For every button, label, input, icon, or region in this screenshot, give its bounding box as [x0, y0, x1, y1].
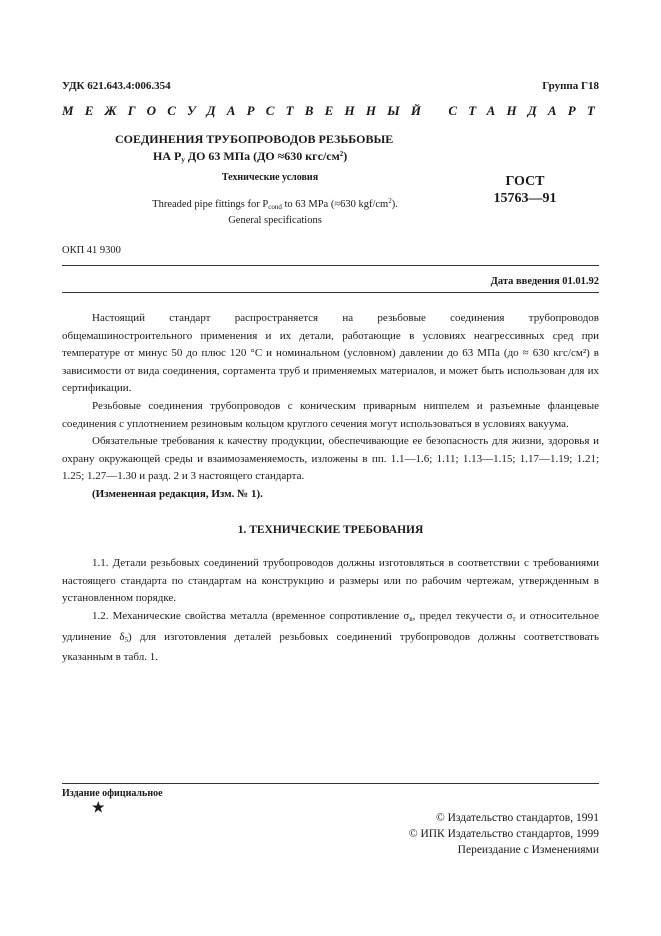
section-heading: 1. ТЕХНИЧЕСКИЕ ТРЕБОВАНИЯ — [237, 523, 424, 536]
divider-top — [62, 265, 599, 266]
divider-footer — [62, 783, 599, 784]
reprint-note: Переиздание с Изменениями — [457, 844, 599, 856]
paragraph-vacuum: Резьбовые соединения трубопроводов с коническим приварным ниппелем и разъемные фланцевые соединения с уплотнением резиновым кольцом круглого сечения могут использоваться в условиях вакуума. — [62, 399, 599, 430]
group-code: Группа Г18 — [542, 80, 599, 92]
document-body — [62, 310, 599, 667]
standard-type-word1: МЕЖГОСУДАРСТВЕННЫЙ — [62, 103, 433, 118]
document-title — [115, 132, 445, 168]
udk-code: УДК 621.643.4:006.354 — [62, 80, 171, 92]
paragraph-scope: Настоящий стандарт распространяется на резьбовые соединения трубопроводов общемашиностроительного применения и их детали, работающие в условиях неагрессивных сред при температуре от минус 50 до плюс 120 °С и номинальном (условном) давлении до 63 МПа (до ≈ 630 кгс/см²) в зависимости от вида соединения, сортамента труб и применяемых материалов, и может быть использован для их сертификации. — [62, 312, 599, 395]
gost-number-block — [470, 173, 580, 207]
divider-mid — [62, 292, 599, 293]
paragraph-mandatory: Обязательные требования к качеству продукции, обеспечивающие ее безопасность для жизни, здоровья и охрану окружающей среды и взаимозаменяемость, изложены в пп. 1.1—1.6; 1.11; 1.13—1.15; 1.17—1.19; 1.21; 1.25; 1.27—1.30 и разд. 2 и 3 настоящего стандарта. — [62, 435, 599, 483]
copyright-1991: © Издательство стандартов, 1991 — [435, 812, 599, 824]
title-line-2: НА Pу ДО 63 МПа (ДО ≈630 кгс/$см^2$) — [153, 149, 348, 164]
subtitle: Технические условия — [221, 172, 319, 183]
copyright-1999: © ИПК Издательство стандартов, 1999 — [408, 828, 599, 840]
star-icon: ★ — [92, 801, 105, 816]
intro-date: Дата введения 01.01.92 — [490, 276, 599, 287]
english-title: Threaded pipe fittings for Pcond to 63 MPa (≈630 kgf/$cm^2$). General specifications — [152, 197, 398, 226]
paragraph-amendment: (Измененная редакция, Изм. № 1). — [92, 487, 263, 500]
paragraph-1-2: 1.2. Механические свойства металла (временное сопротивление σв, предел текучести σт и относительное удлинение δ5) для изготовления деталей резьбовых соединений трубопроводов должны соответствовать указанным в табл. 1. — [62, 609, 599, 664]
gost-number: 15763—91 — [493, 191, 557, 206]
paragraph-1-1: 1.1. Детали резьбовых соединений трубопроводов должны изготовляться в соответствии с требованиями настоящего стандарта по стандартам на конструкцию и размеры или по рабочим чертежам, утвержденным в установленном порядке. — [62, 557, 599, 605]
official-edition: Издание официальное — [62, 788, 163, 799]
title-line-1: СОЕДИНЕНИЯ ТРУБОПРОВОДОВ РЕЗЬБОВЫЕ — [115, 132, 394, 146]
standard-type-word2: СТАНДАРТ — [448, 103, 606, 118]
copyright-block — [409, 810, 599, 858]
gost-label: ГОСТ — [505, 174, 545, 189]
okp-code: ОКП 41 9300 — [62, 245, 121, 256]
